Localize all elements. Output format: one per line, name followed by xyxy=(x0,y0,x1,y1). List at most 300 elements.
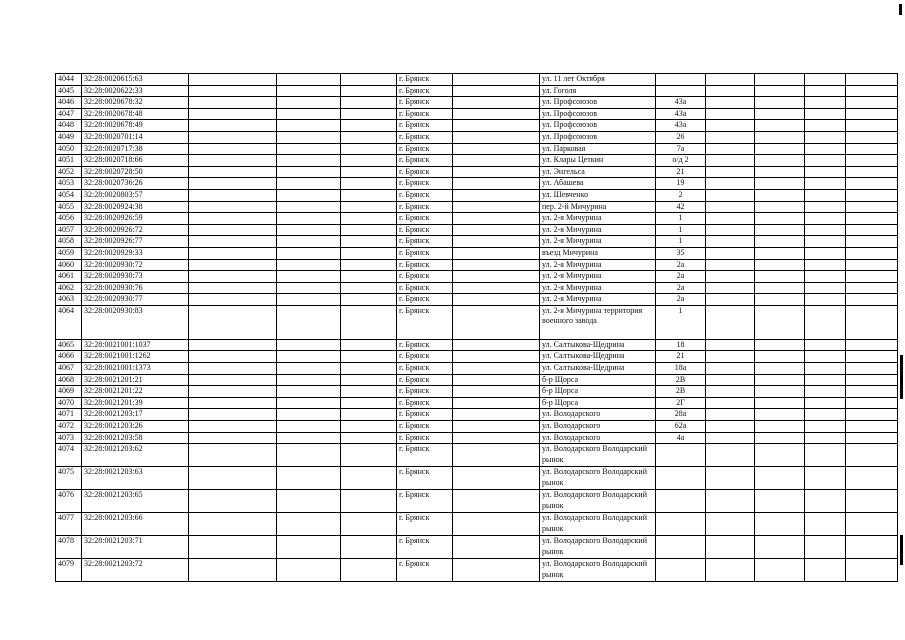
table-row xyxy=(56,213,898,225)
row-number-cell: 4053 xyxy=(56,178,82,190)
row-number-cell: 4073 xyxy=(56,432,82,444)
street-cell: ул. 2-я Мичурина xyxy=(540,271,656,283)
empty-cell xyxy=(189,294,277,306)
empty-cell xyxy=(453,305,540,339)
row-number-cell: 4048 xyxy=(56,120,82,132)
city-cell: г. Брянск xyxy=(397,97,453,109)
empty-cell xyxy=(453,536,540,559)
empty-cell xyxy=(453,444,540,467)
empty-cell xyxy=(453,559,540,582)
empty-cell xyxy=(277,282,341,294)
empty-cell xyxy=(846,213,898,225)
street-cell: ул. 2-я Мичурина xyxy=(540,259,656,271)
empty-cell xyxy=(277,363,341,375)
row-number-cell: 4076 xyxy=(56,490,82,513)
house-number-cell xyxy=(656,467,706,490)
row-number-cell: 4064 xyxy=(56,305,82,339)
empty-cell xyxy=(453,363,540,375)
empty-cell xyxy=(706,271,755,283)
cadastral-number-cell: 32:28:0021203:17 xyxy=(82,409,189,421)
empty-cell xyxy=(341,166,397,178)
empty-cell xyxy=(341,189,397,201)
empty-cell xyxy=(453,421,540,433)
empty-cell xyxy=(453,213,540,225)
empty-cell xyxy=(453,294,540,306)
empty-cell xyxy=(805,213,846,225)
empty-cell xyxy=(277,513,341,536)
empty-cell xyxy=(755,271,805,283)
street-cell: ул. Профсоюзов xyxy=(540,131,656,143)
empty-cell xyxy=(706,236,755,248)
empty-cell xyxy=(341,363,397,375)
empty-cell xyxy=(755,178,805,190)
row-number-cell: 4067 xyxy=(56,363,82,375)
empty-cell xyxy=(277,224,341,236)
city-cell: г. Брянск xyxy=(397,536,453,559)
empty-cell xyxy=(706,339,755,351)
empty-cell xyxy=(846,189,898,201)
empty-cell xyxy=(805,351,846,363)
empty-cell xyxy=(277,351,341,363)
cadastral-number-cell: 32:28:0021203:26 xyxy=(82,421,189,433)
empty-cell xyxy=(755,259,805,271)
row-number-cell: 4072 xyxy=(56,421,82,433)
street-cell: б-р Щорса xyxy=(540,374,656,386)
empty-cell xyxy=(706,490,755,513)
empty-cell xyxy=(706,213,755,225)
empty-cell xyxy=(706,294,755,306)
page-edge-mark xyxy=(900,355,903,399)
empty-cell xyxy=(189,432,277,444)
city-cell: г. Брянск xyxy=(397,513,453,536)
empty-cell xyxy=(341,397,397,409)
empty-cell xyxy=(453,236,540,248)
empty-cell xyxy=(189,386,277,398)
house-number-cell: 35 xyxy=(656,247,706,259)
empty-cell xyxy=(341,305,397,339)
empty-cell xyxy=(341,536,397,559)
empty-cell xyxy=(755,351,805,363)
empty-cell xyxy=(341,271,397,283)
cadastral-number-cell: 32:28:0020736:26 xyxy=(82,178,189,190)
cadastral-number-cell: 32:28:0021001:1262 xyxy=(82,351,189,363)
empty-cell xyxy=(189,236,277,248)
empty-cell xyxy=(805,363,846,375)
empty-cell xyxy=(846,397,898,409)
house-number-cell: 2а xyxy=(656,271,706,283)
empty-cell xyxy=(277,536,341,559)
table-row xyxy=(56,143,898,155)
empty-cell xyxy=(846,363,898,375)
empty-cell xyxy=(846,97,898,109)
empty-cell xyxy=(277,108,341,120)
empty-cell xyxy=(453,259,540,271)
empty-cell xyxy=(277,490,341,513)
empty-cell xyxy=(755,559,805,582)
cadastral-number-cell: 32:28:0021203:63 xyxy=(82,467,189,490)
empty-cell xyxy=(846,120,898,132)
house-number-cell: о/д 2 xyxy=(656,155,706,167)
empty-cell xyxy=(341,155,397,167)
row-number-cell: 4050 xyxy=(56,143,82,155)
empty-cell xyxy=(755,120,805,132)
cadastral-number-cell: 32:28:0020930:72 xyxy=(82,259,189,271)
empty-cell xyxy=(189,444,277,467)
empty-cell xyxy=(805,201,846,213)
empty-cell xyxy=(453,155,540,167)
empty-cell xyxy=(341,444,397,467)
empty-cell xyxy=(277,559,341,582)
empty-cell xyxy=(189,339,277,351)
table-row xyxy=(56,259,898,271)
street-cell: ул. Салтыкова-Щедрина xyxy=(540,339,656,351)
empty-cell xyxy=(341,213,397,225)
city-cell: г. Брянск xyxy=(397,444,453,467)
empty-cell xyxy=(189,363,277,375)
empty-cell xyxy=(805,444,846,467)
cadastral-number-cell: 32:28:0020678:49 xyxy=(82,120,189,132)
empty-cell xyxy=(805,236,846,248)
empty-cell xyxy=(706,467,755,490)
empty-cell xyxy=(805,247,846,259)
cadastral-number-cell: 32:28:0021203:66 xyxy=(82,513,189,536)
empty-cell xyxy=(706,374,755,386)
empty-cell xyxy=(453,189,540,201)
cadastral-number-cell: 32:28:0021001:1037 xyxy=(82,339,189,351)
page-edge-mark xyxy=(899,4,902,15)
empty-cell xyxy=(189,409,277,421)
empty-cell xyxy=(805,467,846,490)
empty-cell xyxy=(755,386,805,398)
cadastral-number-cell: 32:28:0020929:33 xyxy=(82,247,189,259)
empty-cell xyxy=(846,131,898,143)
empty-cell xyxy=(341,513,397,536)
empty-cell xyxy=(341,108,397,120)
empty-cell xyxy=(706,536,755,559)
row-number-cell: 4078 xyxy=(56,536,82,559)
empty-cell xyxy=(189,351,277,363)
empty-cell xyxy=(341,339,397,351)
empty-cell xyxy=(846,305,898,339)
house-number-cell: 28а xyxy=(656,409,706,421)
empty-cell xyxy=(755,131,805,143)
street-cell: ул. 2-я Мичурина xyxy=(540,224,656,236)
empty-cell xyxy=(189,224,277,236)
street-cell: ул. Володарского xyxy=(540,409,656,421)
city-cell: г. Брянск xyxy=(397,374,453,386)
empty-cell xyxy=(453,282,540,294)
empty-cell xyxy=(277,155,341,167)
cadastral-number-cell: 32:28:0021203:71 xyxy=(82,536,189,559)
house-number-cell: 1 xyxy=(656,224,706,236)
empty-cell xyxy=(189,131,277,143)
street-cell: ул. Клары Цеткин xyxy=(540,155,656,167)
empty-cell xyxy=(846,201,898,213)
empty-cell xyxy=(846,143,898,155)
empty-cell xyxy=(189,374,277,386)
empty-cell xyxy=(805,189,846,201)
row-number-cell: 4056 xyxy=(56,213,82,225)
city-cell: г. Брянск xyxy=(397,143,453,155)
empty-cell xyxy=(341,97,397,109)
page-edge-mark xyxy=(900,535,903,565)
empty-cell xyxy=(189,189,277,201)
city-cell: г. Брянск xyxy=(397,189,453,201)
empty-cell xyxy=(277,236,341,248)
house-number-cell xyxy=(656,513,706,536)
table-row xyxy=(56,559,898,582)
row-number-cell: 4074 xyxy=(56,444,82,467)
street-cell: ул. Володарского xyxy=(540,432,656,444)
empty-cell xyxy=(453,271,540,283)
empty-cell xyxy=(846,351,898,363)
empty-cell xyxy=(341,201,397,213)
empty-cell xyxy=(341,120,397,132)
empty-cell xyxy=(755,513,805,536)
house-number-cell: 1 xyxy=(656,213,706,225)
cadastral-number-cell: 32:28:0020930:73 xyxy=(82,271,189,283)
row-number-cell: 4063 xyxy=(56,294,82,306)
cadastral-number-cell: 32:28:0020930:76 xyxy=(82,282,189,294)
row-number-cell: 4059 xyxy=(56,247,82,259)
city-cell: г. Брянск xyxy=(397,247,453,259)
house-number-cell xyxy=(656,536,706,559)
empty-cell xyxy=(846,294,898,306)
empty-cell xyxy=(755,294,805,306)
table-row xyxy=(56,386,898,398)
street-cell: ул. 11 лет Октября xyxy=(540,74,656,86)
house-number-cell: 42 xyxy=(656,201,706,213)
house-number-cell: 1 xyxy=(656,305,706,339)
row-number-cell: 4079 xyxy=(56,559,82,582)
empty-cell xyxy=(341,178,397,190)
empty-cell xyxy=(453,513,540,536)
city-cell: г. Брянск xyxy=(397,363,453,375)
empty-cell xyxy=(189,559,277,582)
empty-cell xyxy=(341,374,397,386)
empty-cell xyxy=(706,97,755,109)
empty-cell xyxy=(453,351,540,363)
empty-cell xyxy=(341,224,397,236)
house-number-cell: 2 xyxy=(656,189,706,201)
empty-cell xyxy=(453,374,540,386)
city-cell: г. Брянск xyxy=(397,155,453,167)
empty-cell xyxy=(189,259,277,271)
city-cell: г. Брянск xyxy=(397,305,453,339)
empty-cell xyxy=(805,294,846,306)
empty-cell xyxy=(805,282,846,294)
empty-cell xyxy=(755,97,805,109)
cadastral-number-cell: 32:28:0020701:14 xyxy=(82,131,189,143)
house-number-cell: 43а xyxy=(656,108,706,120)
street-cell: б-р Щорса xyxy=(540,397,656,409)
empty-cell xyxy=(189,536,277,559)
city-cell: г. Брянск xyxy=(397,397,453,409)
empty-cell xyxy=(805,143,846,155)
house-number-cell: 19 xyxy=(656,178,706,190)
cadastral-number-cell: 32:28:0020622:33 xyxy=(82,85,189,97)
house-number-cell: 2а xyxy=(656,294,706,306)
empty-cell xyxy=(341,282,397,294)
table-row xyxy=(56,166,898,178)
empty-cell xyxy=(189,513,277,536)
city-cell: г. Брянск xyxy=(397,74,453,86)
house-number-cell: 26 xyxy=(656,131,706,143)
row-number-cell: 4060 xyxy=(56,259,82,271)
empty-cell xyxy=(453,74,540,86)
empty-cell xyxy=(805,74,846,86)
empty-cell xyxy=(755,397,805,409)
empty-cell xyxy=(189,74,277,86)
city-cell: г. Брянск xyxy=(397,282,453,294)
row-number-cell: 4061 xyxy=(56,271,82,283)
street-cell: ул. Профсоюзов xyxy=(540,120,656,132)
empty-cell xyxy=(805,85,846,97)
row-number-cell: 4052 xyxy=(56,166,82,178)
empty-cell xyxy=(846,409,898,421)
empty-cell xyxy=(341,351,397,363)
empty-cell xyxy=(277,213,341,225)
empty-cell xyxy=(189,397,277,409)
empty-cell xyxy=(189,490,277,513)
city-cell: г. Брянск xyxy=(397,271,453,283)
empty-cell xyxy=(341,432,397,444)
empty-cell xyxy=(189,155,277,167)
empty-cell xyxy=(706,259,755,271)
empty-cell xyxy=(453,409,540,421)
empty-cell xyxy=(277,271,341,283)
empty-cell xyxy=(805,397,846,409)
empty-cell xyxy=(805,108,846,120)
house-number-cell xyxy=(656,74,706,86)
empty-cell xyxy=(341,131,397,143)
table-row xyxy=(56,294,898,306)
house-number-cell: 1 xyxy=(656,236,706,248)
cadastral-number-cell: 32:28:0020803:57 xyxy=(82,189,189,201)
empty-cell xyxy=(805,131,846,143)
empty-cell xyxy=(189,166,277,178)
empty-cell xyxy=(755,74,805,86)
empty-cell xyxy=(846,339,898,351)
cadastral-number-cell: 32:28:0021203:65 xyxy=(82,490,189,513)
empty-cell xyxy=(189,247,277,259)
empty-cell xyxy=(805,386,846,398)
empty-cell xyxy=(846,386,898,398)
row-number-cell: 4058 xyxy=(56,236,82,248)
house-number-cell: 21 xyxy=(656,351,706,363)
empty-cell xyxy=(846,421,898,433)
empty-cell xyxy=(341,236,397,248)
house-number-cell: 43а xyxy=(656,120,706,132)
empty-cell xyxy=(846,259,898,271)
empty-cell xyxy=(755,282,805,294)
row-number-cell: 4069 xyxy=(56,386,82,398)
empty-cell xyxy=(277,178,341,190)
table-row xyxy=(56,351,898,363)
cadastral-number-cell: 32:28:0021203:72 xyxy=(82,559,189,582)
street-cell: ул. Абашева xyxy=(540,178,656,190)
empty-cell xyxy=(846,513,898,536)
row-number-cell: 4075 xyxy=(56,467,82,490)
empty-cell xyxy=(755,363,805,375)
empty-cell xyxy=(755,444,805,467)
empty-cell xyxy=(189,467,277,490)
empty-cell xyxy=(277,374,341,386)
row-number-cell: 4065 xyxy=(56,339,82,351)
empty-cell xyxy=(189,282,277,294)
table-row xyxy=(56,444,898,467)
empty-cell xyxy=(453,97,540,109)
street-cell: ул. Салтыкова-Щедрина xyxy=(540,351,656,363)
city-cell: г. Брянск xyxy=(397,120,453,132)
empty-cell xyxy=(805,224,846,236)
empty-cell xyxy=(846,74,898,86)
empty-cell xyxy=(755,339,805,351)
empty-cell xyxy=(755,108,805,120)
street-cell: ул. Володарского Володарский рынок xyxy=(540,467,656,490)
empty-cell xyxy=(277,189,341,201)
empty-cell xyxy=(805,97,846,109)
street-cell: б-р Щорса xyxy=(540,386,656,398)
table-row xyxy=(56,85,898,97)
street-cell: ул. Шевченко xyxy=(540,189,656,201)
empty-cell xyxy=(706,189,755,201)
city-cell: г. Брянск xyxy=(397,386,453,398)
empty-cell xyxy=(805,559,846,582)
row-number-cell: 4044 xyxy=(56,74,82,86)
table-row xyxy=(56,397,898,409)
empty-cell xyxy=(341,409,397,421)
empty-cell xyxy=(706,432,755,444)
empty-cell xyxy=(805,513,846,536)
empty-cell xyxy=(341,247,397,259)
empty-cell xyxy=(341,559,397,582)
empty-cell xyxy=(805,421,846,433)
house-number-cell: 18 xyxy=(656,339,706,351)
empty-cell xyxy=(846,166,898,178)
city-cell: г. Брянск xyxy=(397,432,453,444)
empty-cell xyxy=(755,224,805,236)
empty-cell xyxy=(706,108,755,120)
city-cell: г. Брянск xyxy=(397,108,453,120)
street-cell: ул. Володарского Володарский рынок xyxy=(540,490,656,513)
registry-rows xyxy=(56,74,898,582)
table-row xyxy=(56,536,898,559)
city-cell: г. Брянск xyxy=(397,421,453,433)
table-row xyxy=(56,432,898,444)
empty-cell xyxy=(706,143,755,155)
empty-cell xyxy=(846,224,898,236)
empty-cell xyxy=(277,259,341,271)
cadastral-number-cell: 32:28:0021001:1373 xyxy=(82,363,189,375)
empty-cell xyxy=(277,305,341,339)
empty-cell xyxy=(755,305,805,339)
cadastral-number-cell: 32:28:0021201:21 xyxy=(82,374,189,386)
row-number-cell: 4066 xyxy=(56,351,82,363)
empty-cell xyxy=(805,339,846,351)
cadastral-number-cell: 32:28:0020926:72 xyxy=(82,224,189,236)
empty-cell xyxy=(755,409,805,421)
empty-cell xyxy=(706,559,755,582)
empty-cell xyxy=(706,513,755,536)
empty-cell xyxy=(706,178,755,190)
empty-cell xyxy=(846,432,898,444)
city-cell: г. Брянск xyxy=(397,224,453,236)
house-number-cell xyxy=(656,559,706,582)
row-number-cell: 4068 xyxy=(56,374,82,386)
empty-cell xyxy=(189,201,277,213)
empty-cell xyxy=(706,201,755,213)
